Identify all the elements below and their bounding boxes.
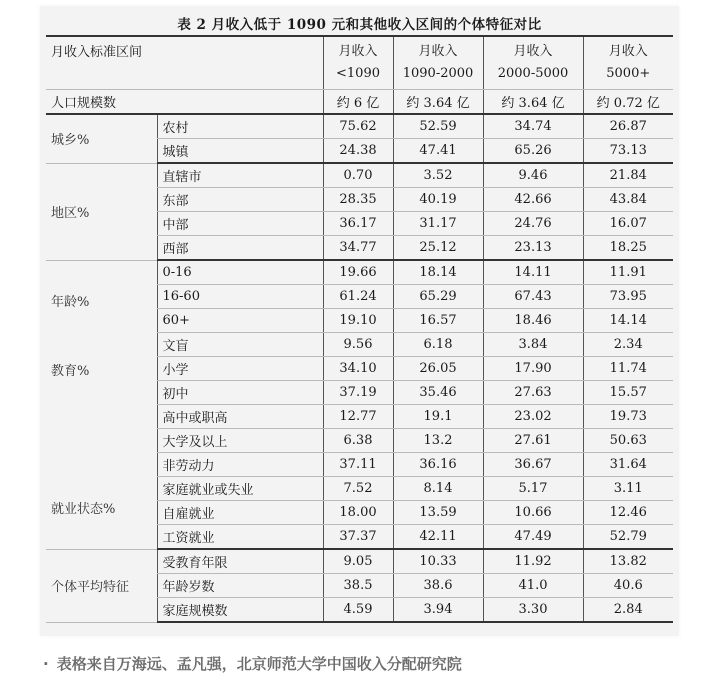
cell: 0.70 <box>323 163 393 188</box>
row-label: 自雇就业 <box>157 501 323 525</box>
cell: 9.56 <box>323 333 393 357</box>
income-comparison-table <box>46 35 673 623</box>
cell: 14.14 <box>583 309 673 333</box>
cell: 31.64 <box>583 453 673 477</box>
cell: 6.38 <box>323 429 393 453</box>
cell: 37.19 <box>323 381 393 405</box>
cell: 14.11 <box>483 260 583 285</box>
cell: 10.33 <box>393 549 483 574</box>
cell: 15.57 <box>583 381 673 405</box>
cell: 18.14 <box>393 260 483 285</box>
cell: 19.1 <box>393 405 483 429</box>
row-label: 小学 <box>157 357 323 381</box>
cell: 38.6 <box>393 574 483 598</box>
row-label: 家庭就业或失业 <box>157 477 323 501</box>
cell: 73.13 <box>583 139 673 164</box>
cell: 12.77 <box>323 405 393 429</box>
cell: 9.46 <box>483 163 583 188</box>
row-label: 文盲 <box>157 333 323 357</box>
cell: 42.66 <box>483 188 583 212</box>
population-value: 约 3.64 亿 <box>483 90 583 115</box>
cell: 65.26 <box>483 139 583 164</box>
cell: 3.30 <box>483 598 583 623</box>
cell: 19.73 <box>583 405 673 429</box>
cell: 19.10 <box>323 309 393 333</box>
cell: 27.61 <box>483 429 583 453</box>
cell: 16.57 <box>393 309 483 333</box>
cell: 28.35 <box>323 188 393 212</box>
row-label: 初中 <box>157 381 323 405</box>
cell: 12.46 <box>583 501 673 525</box>
cell: 4.59 <box>323 598 393 623</box>
cell: 17.90 <box>483 357 583 381</box>
cell: 37.11 <box>323 453 393 477</box>
cell: 25.12 <box>393 236 483 261</box>
bullet: · <box>43 655 49 673</box>
row-label: 高中或职高 <box>157 405 323 429</box>
cell: 18.25 <box>583 236 673 261</box>
population-value: 约 6 亿 <box>323 90 393 115</box>
cell: 50.63 <box>583 429 673 453</box>
cell: 47.49 <box>483 525 583 550</box>
header-col-3: 月收入 2000-5000 <box>483 36 583 90</box>
row-label: 家庭规模数 <box>157 598 323 623</box>
row-label: 东部 <box>157 188 323 212</box>
cell: 2.84 <box>583 598 673 623</box>
cell: 75.62 <box>323 114 393 139</box>
cell: 13.2 <box>393 429 483 453</box>
header-col-4: 月收入 5000+ <box>583 36 673 90</box>
group-education: 教育% <box>51 363 90 379</box>
table-header-row <box>46 36 673 90</box>
group-age: 年龄% <box>51 294 90 310</box>
cell: 2.34 <box>583 333 673 357</box>
cell: 8.14 <box>393 477 483 501</box>
row-label: 城镇 <box>157 139 323 164</box>
cell: 42.11 <box>393 525 483 550</box>
cell: 35.46 <box>393 381 483 405</box>
cell: 11.92 <box>483 549 583 574</box>
group-age-education-employment <box>46 260 157 549</box>
table-row <box>46 260 673 285</box>
cell: 73.95 <box>583 285 673 309</box>
table-row <box>46 549 673 574</box>
table-row <box>46 114 673 139</box>
cell: 36.17 <box>323 212 393 236</box>
cell: 34.74 <box>483 114 583 139</box>
cell: 10.66 <box>483 501 583 525</box>
header-label: 月收入标准区间 <box>46 36 323 90</box>
cell: 24.38 <box>323 139 393 164</box>
group-personal: 个体平均特征 <box>46 549 157 622</box>
cell: 27.63 <box>483 381 583 405</box>
cell: 19.66 <box>323 260 393 285</box>
row-label: 工资就业 <box>157 525 323 550</box>
population-value: 约 0.72 亿 <box>583 90 673 115</box>
row-label: 中部 <box>157 212 323 236</box>
header-col-2: 月收入 1090-2000 <box>393 36 483 90</box>
cell: 61.24 <box>323 285 393 309</box>
cell: 11.74 <box>583 357 673 381</box>
row-label: 受教育年限 <box>157 549 323 574</box>
table-title: 表 2 月收入低于 1090 元和其他收入区间的个体特征对比 <box>177 17 542 33</box>
cell: 3.11 <box>583 477 673 501</box>
cell: 65.29 <box>393 285 483 309</box>
cell: 11.91 <box>583 260 673 285</box>
cell: 13.82 <box>583 549 673 574</box>
row-label: 60+ <box>157 309 323 333</box>
group-urban-rural: 城乡% <box>46 114 157 163</box>
cell: 26.05 <box>393 357 483 381</box>
group-region: 地区% <box>46 163 157 260</box>
cell: 16.07 <box>583 212 673 236</box>
group-employment: 就业状态% <box>51 501 116 517</box>
population-label: 人口规模数 <box>46 90 323 115</box>
row-label: 直辖市 <box>157 163 323 188</box>
cell: 3.84 <box>483 333 583 357</box>
cell: 34.10 <box>323 357 393 381</box>
cell: 43.84 <box>583 188 673 212</box>
cell: 52.79 <box>583 525 673 550</box>
cell: 47.41 <box>393 139 483 164</box>
cell: 40.6 <box>583 574 673 598</box>
table-row <box>46 163 673 188</box>
row-label: 年龄岁数 <box>157 574 323 598</box>
row-label: 西部 <box>157 236 323 261</box>
cell: 36.67 <box>483 453 583 477</box>
cell: 18.46 <box>483 309 583 333</box>
row-label: 非劳动力 <box>157 453 323 477</box>
cell: 26.87 <box>583 114 673 139</box>
cell: 13.59 <box>393 501 483 525</box>
cell: 9.05 <box>323 549 393 574</box>
row-label: 农村 <box>157 114 323 139</box>
header-col-1: 月收入 <1090 <box>323 36 393 90</box>
cell: 24.76 <box>483 212 583 236</box>
row-label: 大学及以上 <box>157 429 323 453</box>
cell: 21.84 <box>583 163 673 188</box>
cell: 23.02 <box>483 405 583 429</box>
cell: 5.17 <box>483 477 583 501</box>
source-text: 表格来自万海远、孟凡强，北京师范大学中国收入分配研究院 <box>56 655 462 673</box>
cell: 3.94 <box>393 598 483 623</box>
cell: 67.43 <box>483 285 583 309</box>
cell: 40.19 <box>393 188 483 212</box>
cell: 23.13 <box>483 236 583 261</box>
row-label: 16-60 <box>157 285 323 309</box>
cell: 37.37 <box>323 525 393 550</box>
cell: 7.52 <box>323 477 393 501</box>
cell: 18.00 <box>323 501 393 525</box>
population-value: 约 3.64 亿 <box>393 90 483 115</box>
source-caption <box>43 653 462 674</box>
cell: 38.5 <box>323 574 393 598</box>
cell: 36.16 <box>393 453 483 477</box>
cell: 34.77 <box>323 236 393 261</box>
row-label: 0-16 <box>157 260 323 285</box>
cell: 52.59 <box>393 114 483 139</box>
population-row <box>46 90 673 115</box>
cell: 3.52 <box>393 163 483 188</box>
cell: 6.18 <box>393 333 483 357</box>
cell: 41.0 <box>483 574 583 598</box>
cell: 31.17 <box>393 212 483 236</box>
